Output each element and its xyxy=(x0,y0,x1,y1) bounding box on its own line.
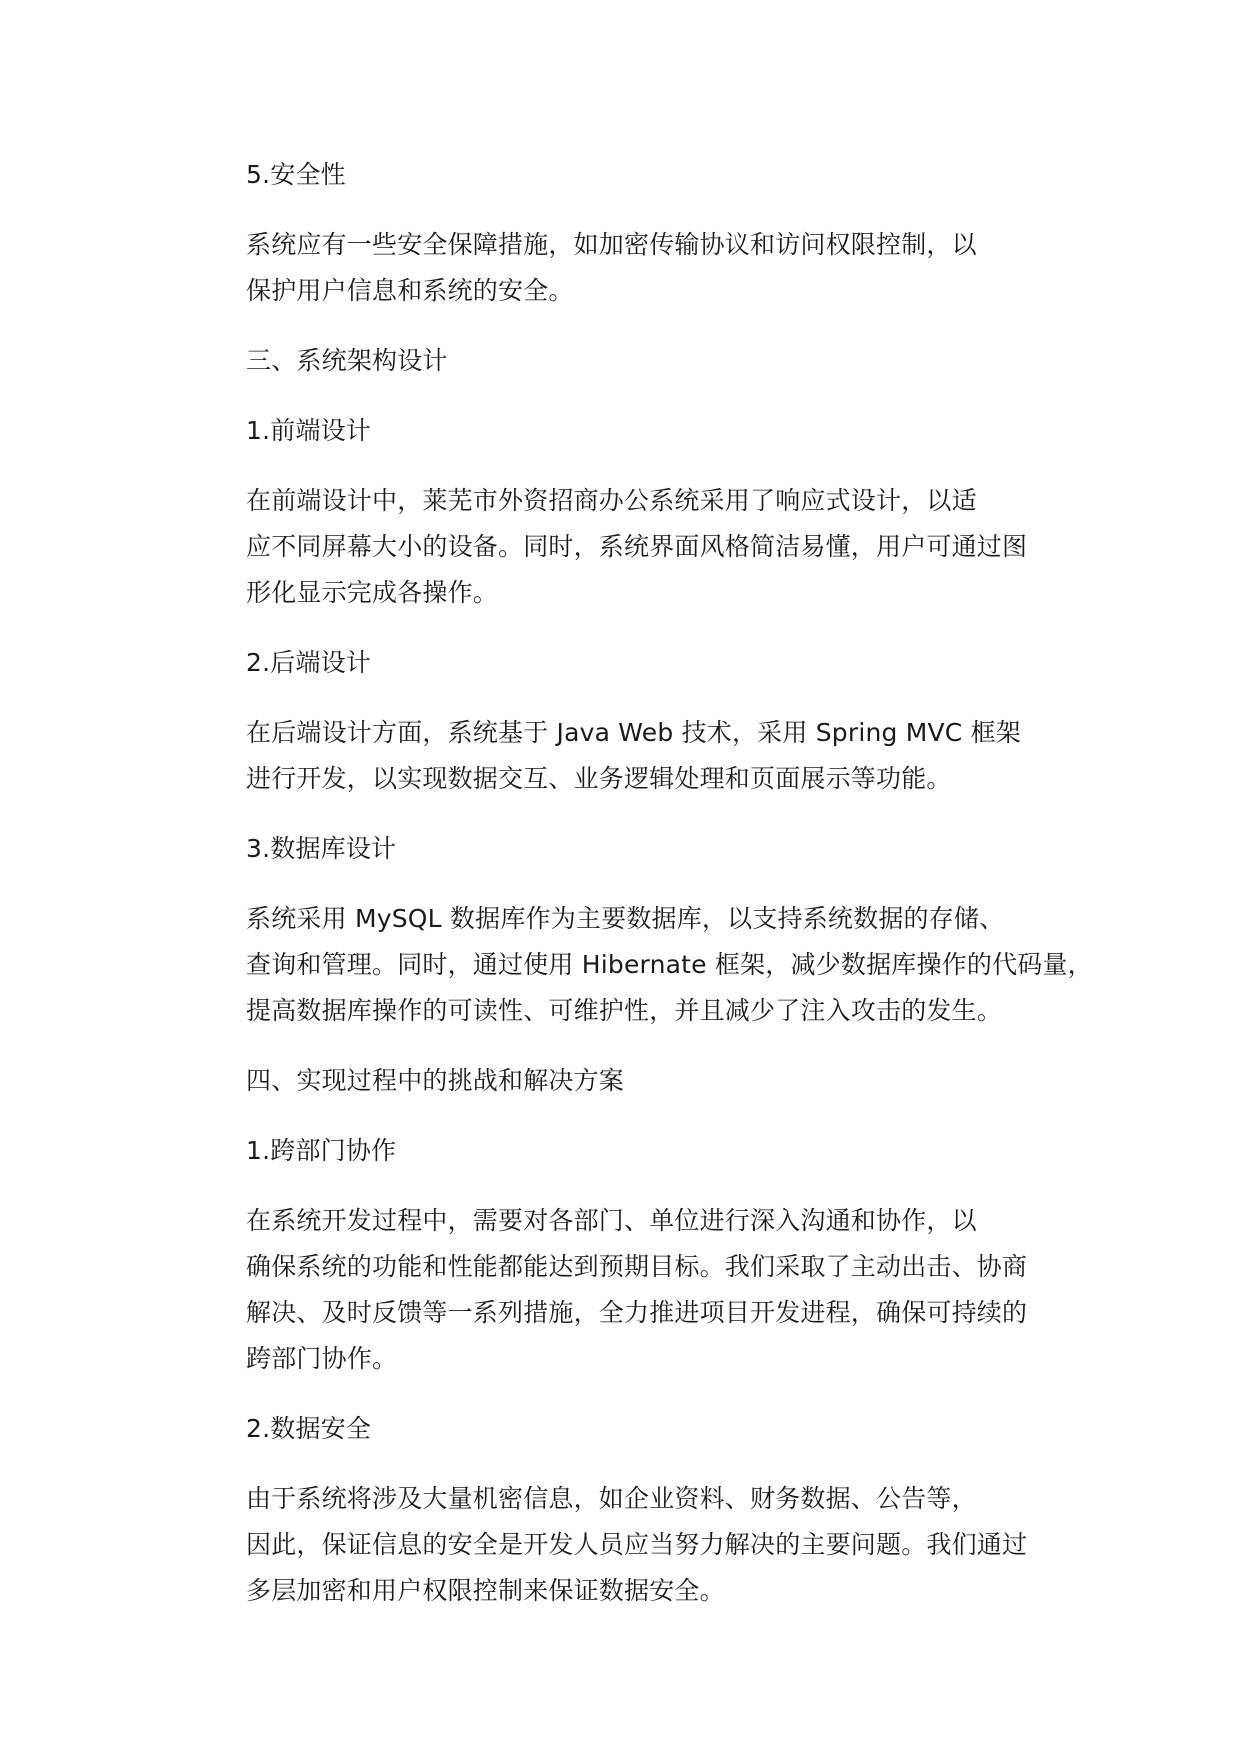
heading-architecture: 三、系统架构设计 xyxy=(246,346,448,375)
paragraph-line: 形化显示完成各操作。 xyxy=(246,578,499,607)
paragraph-line: 进行开发，以实现数据交互、业务逻辑处理和页面展示等功能。 xyxy=(246,764,952,793)
document-body xyxy=(188,152,1093,1638)
paragraph-data-security xyxy=(188,1476,1088,1614)
heading-data-security: 2.数据安全 xyxy=(246,1414,372,1443)
paragraph-line: 提高数据库操作的可读性、可维护性，并且减少了注入攻击的发生。 xyxy=(246,996,1003,1025)
paragraph-line: 解决、及时反馈等一系列措施，全力推进项目开发进程，确保可持续的 xyxy=(246,1298,1028,1327)
heading-backend: 2.后端设计 xyxy=(246,648,372,677)
heading-security: 5.安全性 xyxy=(246,160,346,189)
heading-collaboration: 1.跨部门协作 xyxy=(246,1136,397,1165)
paragraph-frontend xyxy=(188,478,1088,616)
paragraph-line: 跨部门协作。 xyxy=(246,1344,398,1373)
heading-database: 3.数据库设计 xyxy=(246,834,397,863)
heading-challenges: 四、实现过程中的挑战和解决方案 xyxy=(246,1066,625,1095)
paragraph-backend xyxy=(188,710,1088,802)
paragraph-line: 确保系统的功能和性能都能达到预期目标。我们采取了主动出击、协商 xyxy=(246,1252,1028,1281)
paragraph-line: 系统采用 MySQL 数据库作为主要数据库，以支持系统数据的存储、 xyxy=(246,904,1005,933)
paragraph-collaboration xyxy=(188,1198,1088,1382)
paragraph-line: 保护用户信息和系统的安全。 xyxy=(246,276,574,305)
heading-frontend: 1.前端设计 xyxy=(246,416,372,445)
paragraph-line: 系统应有一些安全保障措施，如加密传输协议和访问权限控制，以 xyxy=(246,230,977,259)
paragraph-line: 在前端设计中，莱芜市外资招商办公系统采用了响应式设计，以适 xyxy=(246,486,977,515)
paragraph-line: 查询和管理。同时，通过使用 Hibernate 框架，减少数据库操作的代码量， xyxy=(246,950,1093,979)
paragraph-line: 在后端设计方面，系统基于 Java Web 技术，采用 Spring MVC 框架 xyxy=(246,718,1021,747)
paragraph-line: 由于系统将涉及大量机密信息，如企业资料、财务数据、公告等， xyxy=(246,1484,977,1513)
paragraph-line: 在系统开发过程中，需要对各部门、单位进行深入沟通和协作，以 xyxy=(246,1206,977,1235)
paragraph-line: 因此，保证信息的安全是开发人员应当努力解决的主要问题。我们通过 xyxy=(246,1530,1028,1559)
paragraph-line: 多层加密和用户权限控制来保证数据安全。 xyxy=(246,1576,725,1605)
paragraph-database xyxy=(188,896,1093,1034)
paragraph-security xyxy=(188,222,1088,314)
paragraph-line: 应不同屏幕大小的设备。同时，系统界面风格简洁易懂，用户可通过图 xyxy=(246,532,1028,561)
